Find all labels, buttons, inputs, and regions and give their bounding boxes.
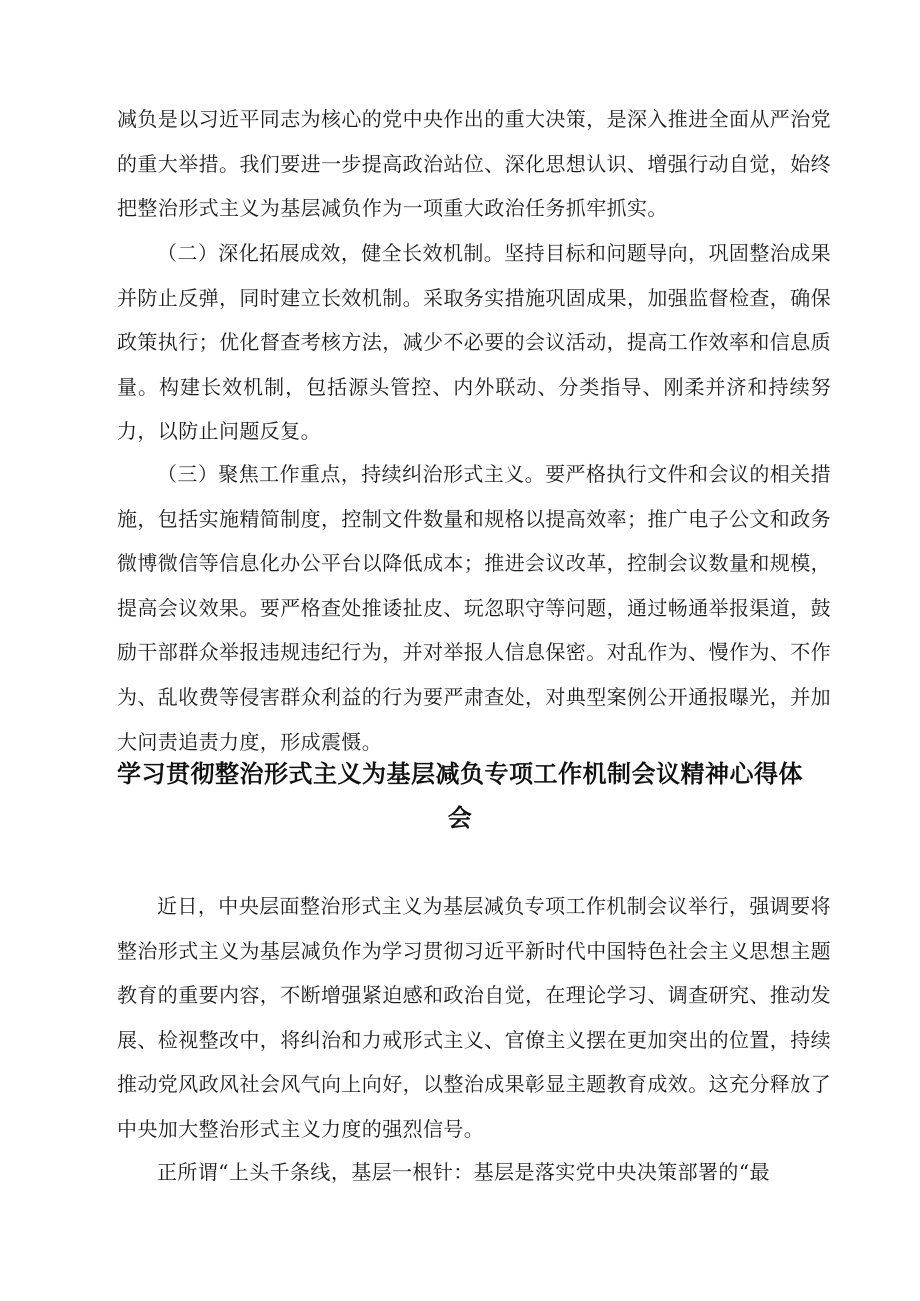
paragraph-continuation: 减负是以习近平同志为核心的党中央作出的重大决策，是深入推进全面从严治党的重大举措。我们要进一步提高政治站位、深化思想认识、增强行动自觉，始终把整治形式主义为基层减负作为一项重大政治任务抓牢抓实。 [117,107,831,221]
document-title: 学习贯彻整治形式主义为基层减负专项工作机制会议精神心得体会 [117,760,803,832]
paragraph-quote: 正所谓“上头千条线，基层一根针：基层是落实党中央决策部署的“最 [157,1160,770,1184]
paragraph-section-2: （二）深化拓展成效，健全长效机制。坚持目标和问题导向，巩固整治成果并防止反弹，同时建立长效机制。采取务实措施巩固成果，加强监督检查，确保政策执行；优化督查考核方法，减少不必要的会议活动，提高工作效率和信息质量。构建长效机制，包括源头管控、内外联动、分类指导、刚柔并济和持续努力，以防止问题反复。 [117,241,831,444]
paragraph-section-3: （三）聚焦工作重点，持续纠治形式主义。要严格执行文件和会议的相关措施，包括实施精简制度，控制文件数量和规格以提高效率；推广电子公文和政务微博微信等信息化办公平台以降低成本；推进会议改革，控制会议数量和规模，提高会议效果。要严格查处推诿扯皮、玩忽职守等问题，通过畅通举报渠道，鼓励干部群众举报违规违纪行为，并对举报人信息保密。对乱作为、慢作为、不作为、乱收费等侵害群众利益的行为要严肃查处，对典型案例公开通报曝光，并加大问责追责力度，形成震慑。 [117,462,831,754]
paragraph-intro: 近日，中央层面整治形式主义为基层减负专项工作机制会议举行，强调要将整治形式主义为基层减负作为学习贯彻习近平新时代中国特色社会主义思想主题教育的重要内容，不断增强紧迫感和政治自觉，在理论学习、调查研究、推动发展、检视整改中，将纠治和力戒形式主义、官僚主义摆在更加突出的位置，持续推动党风政风社会风气向上向好，以整治成果彰显主题教育成效。这充分释放了中央加大整治形式主义力度的强烈信号。 [117,894,831,1141]
